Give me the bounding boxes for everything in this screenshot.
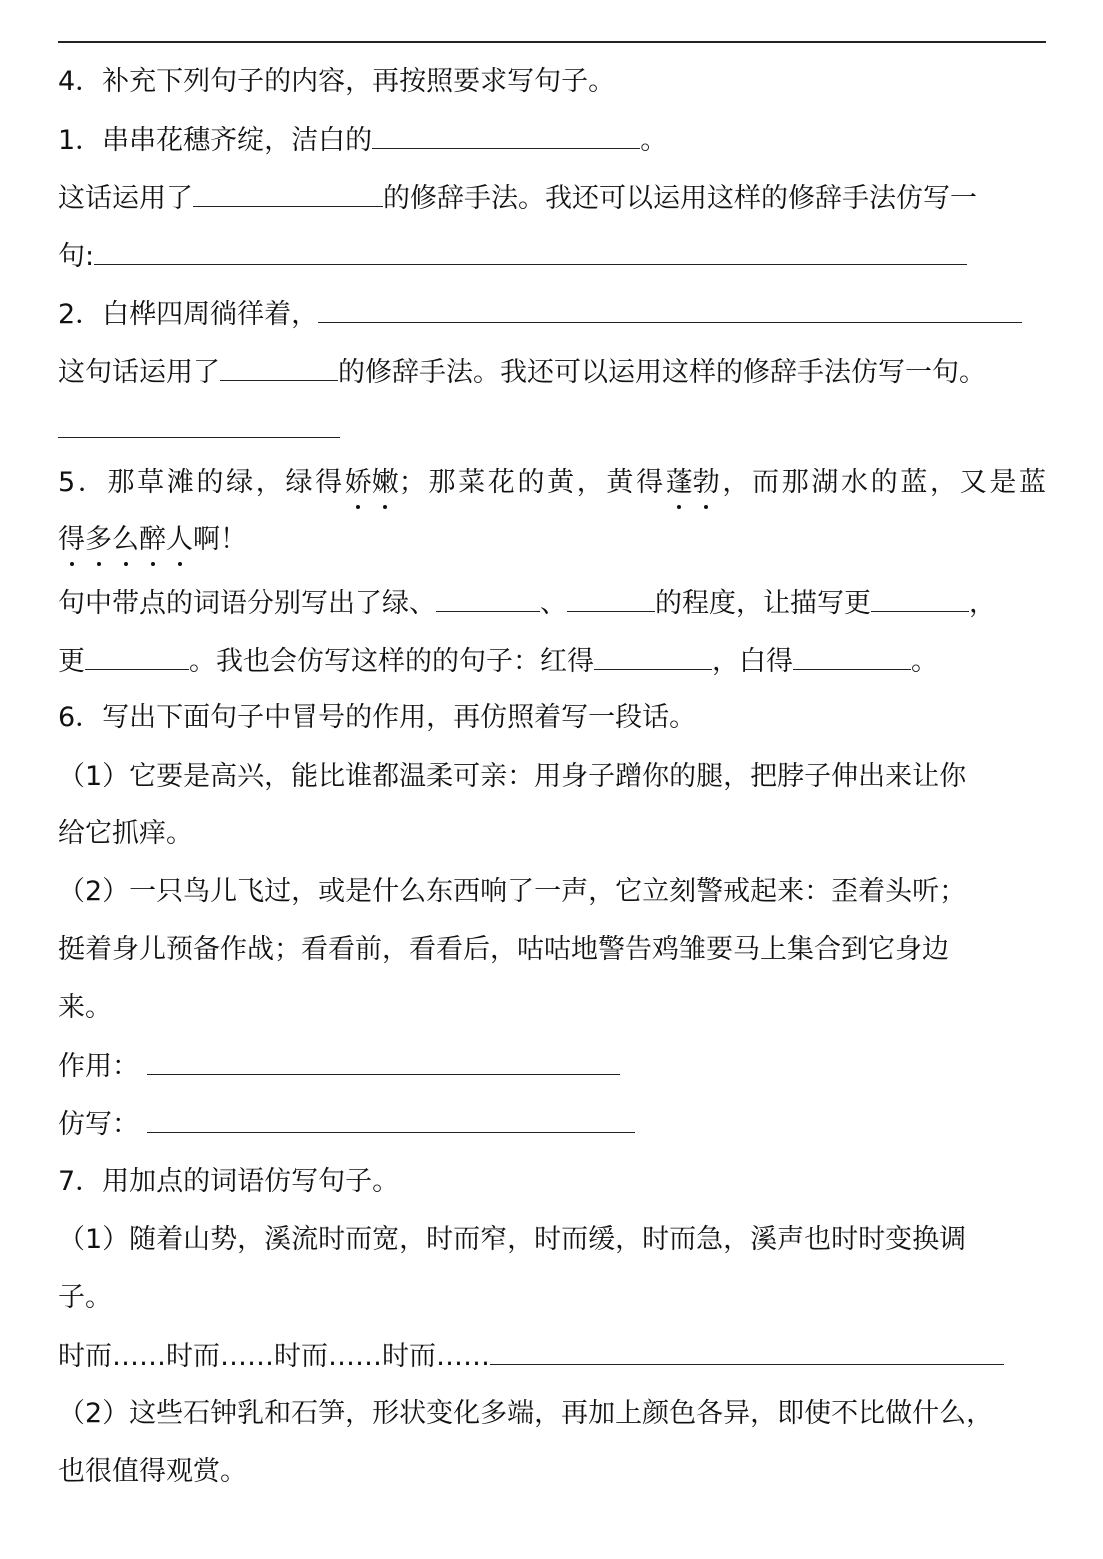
answer-blank[interactable] [94,238,967,265]
q4-imitate-1: 句: [58,238,1046,275]
q5-question-line-2: 更 。我也会仿写这样的的句子：红得 ，白得 。 [58,643,1046,680]
answer-blank[interactable] [436,585,540,612]
answer-blank[interactable] [147,1048,620,1075]
dotted-char: 得 [58,522,85,558]
q6-passage-2-line-1: （2）一只鸟儿飞过，或是什么东西响了一声，它立刻警戒起来：歪着头听； [58,876,967,907]
dotted-char: 么 [112,522,139,558]
answer-blank[interactable] [793,643,911,670]
q7-passage-2-line-1: （2）这些石钟乳和石笋，形状变化多端，再加上颜色各异，即使不比做什么， [58,1398,994,1429]
q6-title: 6．写出下面句子中冒号的作用，再仿照着写一段话。 [58,702,697,733]
dotted-char: 蓬 [666,465,693,501]
dotted-char: 嫩 [372,465,399,501]
q6-imitate-row: 仿写： [58,1106,1046,1143]
q7-passage-2-line-2: 也很值得观赏。 [58,1456,247,1487]
answer-blank[interactable] [594,643,712,670]
q4-title: 4．补充下列句子的内容，再按照要求写句子。 [58,66,616,97]
q5-sentence-line-1: 5．那草滩的绿，绿得娇嫩；那菜花的黄，黄得蓬勃，而那湖水的蓝，又是蓝 [58,465,1046,501]
dotted-char: 人 [166,522,193,558]
q4-rhetoric-1: 这话运用了 的修辞手法。我还可以运用这样的修辞手法仿写一 [58,180,1046,217]
q4-sentence-1: 1．串串花穗齐绽，洁白的 。 [58,122,1046,159]
answer-blank[interactable] [372,122,640,149]
answer-blank[interactable] [490,1338,1004,1365]
answer-blank[interactable] [871,585,969,612]
q7-passage-1-line-1: （1）随着山势，溪流时而宽，时而窄，时而缓，时而急，溪声也时时变换调 [58,1224,967,1255]
q6-passage-2-line-3: 来。 [58,992,112,1023]
q5-question-line-1: 句中带点的词语分别写出了绿、 、 的程度，让描写更 ， [58,585,1046,622]
answer-blank[interactable] [220,354,338,381]
answer-blank[interactable] [318,296,1022,323]
q4-rhetoric-2: 这句话运用了 的修辞手法。我还可以运用这样的修辞手法仿写一句。 [58,354,1046,391]
top-rule [58,41,1046,43]
dotted-char: 娇 [345,465,372,501]
dotted-char: 勃 [693,465,720,501]
q5-sentence-line-2: 得多么醉人啊！ [58,522,1046,558]
dotted-char: 醉 [139,522,166,558]
answer-blank[interactable] [147,1106,635,1133]
q6-function-row: 作用： [58,1048,1046,1085]
q7-pattern-row: 时而……时而……时而……时而…… [58,1338,1046,1375]
q7-passage-1-line-2: 子。 [58,1282,112,1313]
q7-title: 7．用加点的词语仿写句子。 [58,1166,400,1197]
answer-blank[interactable] [567,585,655,612]
q6-passage-1-line-2: 给它抓痒。 [58,818,193,849]
answer-blank[interactable] [193,180,383,207]
answer-line[interactable] [58,437,340,438]
dotted-char: 多 [85,522,112,558]
q6-passage-1-line-1: （1）它要是高兴，能比谁都温柔可亲：用身子蹭你的腿，把脖子伸出来让你 [58,761,967,792]
q6-passage-2-line-2: 挺着身儿预备作战；看看前，看看后，咕咕地警告鸡雏要马上集合到它身边 [58,934,949,965]
answer-blank[interactable] [85,643,189,670]
q4-sentence-2: 2．白桦四周徜徉着， [58,296,1046,333]
